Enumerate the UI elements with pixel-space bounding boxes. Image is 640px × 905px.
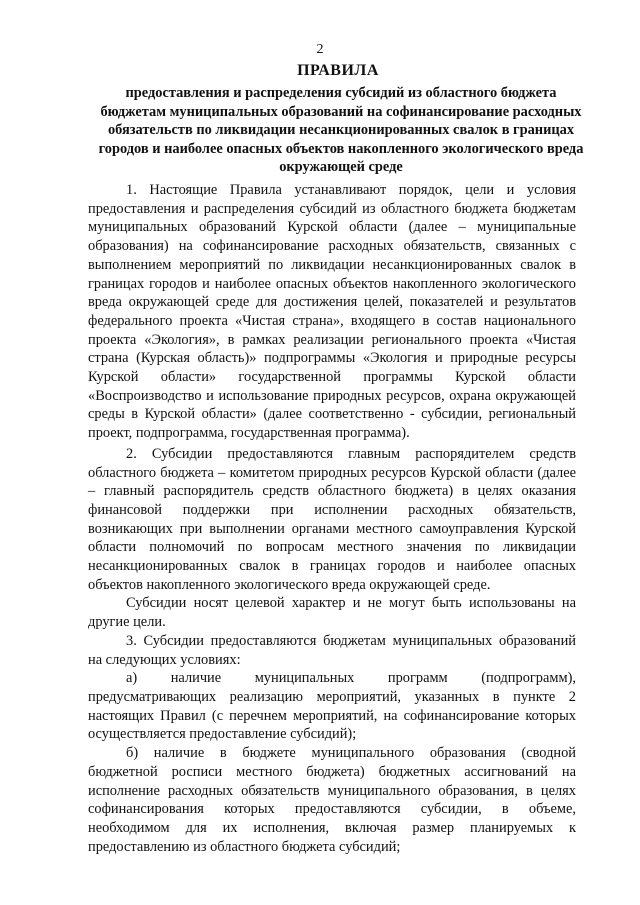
document-title: ПРАВИЛА bbox=[297, 62, 379, 79]
paragraph-3b: б) наличие в бюджете муниципального образования (сводной бюджетной росписи местного бюджета) бюджетных ассигнований на исполнение расходных обязательств муниципального образования, в целях софинансирования которых предоставляются субсидии, в объеме, необходимом для их исполнения, включая размер планируемых к предоставлению из областного бюджета субсидий; bbox=[88, 745, 576, 855]
paragraph-3: 3. Субсидии предоставляются бюджетам муниципальных образований на следующих условиях: bbox=[88, 632, 576, 668]
paragraph-1: 1. Настоящие Правила устанавливают порядок, цели и условия предоставления и распределения субсидий из областного бюджета бюджетам муниципальных образований Курской области (далее – муниципальные образования) на софинансирование расходных обязательств, связанных с выполнением мероприятий по ликвидации несанкционированных свалок в границах городов и наиболее опасных объектов накопленного экологического вреда окружающей среде для достижения целей, показателей и результатов федерального проекта «Чистая страна», входящего в состав национального проекта «Экология», в рамках реализации регионального проекта «Чистая страна (Курская область)» подпрограммы «Экология и природные ресурсы Курской области» государственной программы Курской области «Воспроизводство и использование природных ресурсов, охрана окружающей среды в Курской области» (далее соответственно - субсидии, региональный проект, подпрограмма, государственная программа). bbox=[88, 182, 576, 442]
paragraph-2-note: Субсидии носят целевой характер и не могут быть использованы на другие цели. bbox=[88, 595, 576, 631]
page-number: 2 bbox=[316, 42, 324, 57]
document-body bbox=[88, 181, 576, 856]
paragraph-3a: а) наличие муниципальных программ (подпрограмм), предусматривающих реализацию мероприятий, указанных в пункте 2 настоящих Правил (с перечнем мероприятий, на софинансирование которых осуществляется предоставление субсидий); bbox=[88, 670, 576, 743]
paragraph-2: 2. Субсидии предоставляются главным распорядителем средств областного бюджета – комитетом природных ресурсов Курской области (далее – главный распорядитель средств областного бюджета) в целях оказания финансовой поддержки при исполнении расходных обязательств, возникающих при выполнении органами местного самоуправления Курской области полномочий по вопросам местного значения по ликвидации несанкционированных свалок в границах городов и наиболее опасных объектов накопленного экологического вреда окружающей среде. bbox=[88, 445, 576, 593]
document-subtitle: предоставления и распределения субсидий из областного бюджета бюджетам муниципальных образований на софинансирование расходных обязательств по ликвидации несанкционированных свалок в границах городов и наиболее опасных объектов накопленного экологического вреда окружающей среде bbox=[98, 85, 584, 175]
